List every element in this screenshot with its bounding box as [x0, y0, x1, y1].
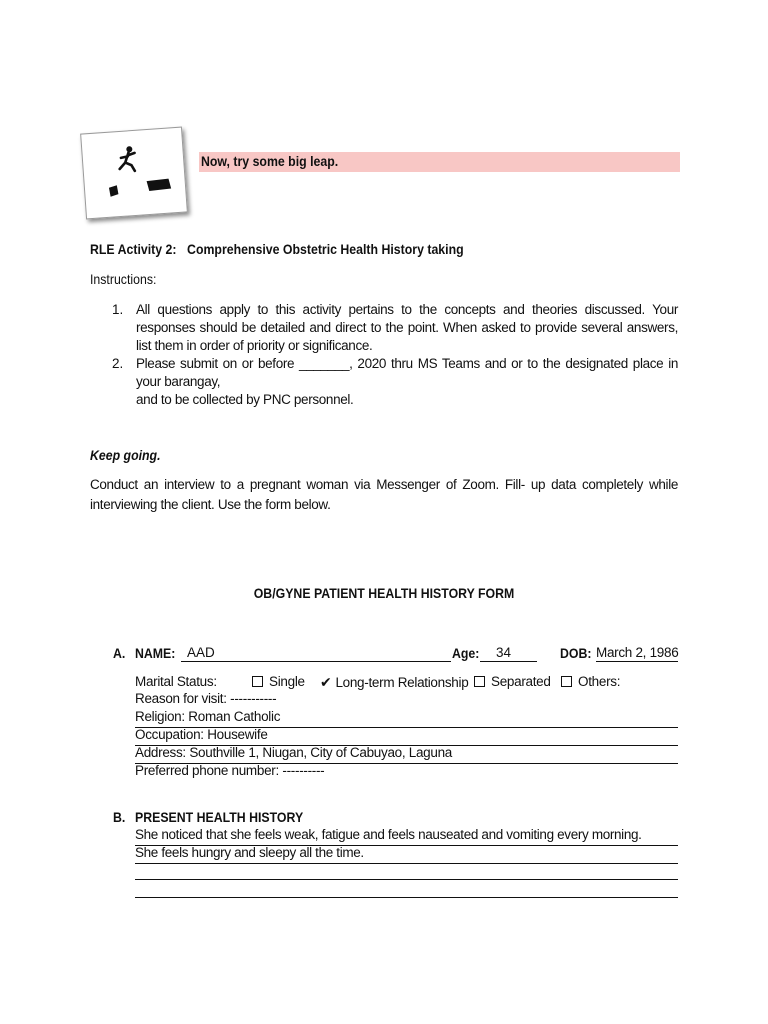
phone-row	[135, 763, 324, 781]
instruction-number: 2.	[112, 356, 124, 371]
separated-checkbox[interactable]	[474, 676, 485, 687]
dob-label: DOB:	[560, 645, 592, 661]
name-label: NAME:	[135, 645, 176, 661]
marital-status-label: Marital Status:	[135, 674, 217, 689]
marital-option-others[interactable]	[561, 674, 620, 689]
age-field	[480, 645, 537, 662]
occupation-label: Occupation:	[135, 727, 204, 742]
history-blank-line-4	[135, 897, 678, 898]
section-b-heading: PRESENT HEALTH HISTORY	[135, 809, 304, 825]
occupation-value: Housewife	[207, 727, 268, 742]
banner-text: Now, try some big leap.	[201, 153, 339, 169]
address-label: Address:	[135, 745, 186, 760]
marital-option-long-term[interactable]	[320, 674, 468, 691]
reason-value: -----------	[230, 691, 277, 706]
name-field	[181, 645, 451, 662]
marital-option-single[interactable]	[252, 674, 305, 689]
phone-label: Preferred phone number:	[135, 763, 279, 778]
occupation-row	[135, 727, 678, 746]
age-value: 34	[496, 645, 512, 660]
instruction-text-continued: and to be collected by PNC personnel.	[136, 392, 354, 407]
activity-image-card	[80, 127, 188, 220]
name-value: AAD	[187, 645, 215, 660]
section-a-letter: A.	[113, 645, 126, 661]
single-checkbox[interactable]	[252, 676, 263, 687]
history-line-1	[135, 827, 678, 846]
address-row	[135, 745, 678, 764]
dob-value: March 2, 1986	[596, 645, 679, 660]
address-value: Southville 1, Niugan, City of Cabuyao, Laguna	[189, 745, 453, 760]
jumping-person-icon	[81, 128, 187, 219]
section-b-letter: B.	[113, 809, 126, 825]
instruction-text: Please submit on or before _______, 2020 thru MS Teams and or to the designated place in your barangay,	[136, 356, 678, 389]
checkmark-icon[interactable]: ✔	[320, 674, 332, 690]
long-term-label: Long-term Relationship	[335, 675, 469, 690]
history-blank-line-3	[135, 879, 678, 880]
history-text-2: She feels hungry and sleepy all the time.	[135, 845, 364, 860]
history-text-1: She noticed that she feels weak, fatigue and feels nauseated and vomiting every morning.	[135, 827, 642, 842]
reason-label: Reason for visit:	[135, 691, 227, 706]
keep-going-paragraph-line-2: interviewing the client. Use the form below.	[90, 497, 331, 512]
others-label: Others:	[578, 674, 621, 689]
instruction-text: All questions apply to this activity pertains to the concepts and theories discussed. Your responses should be detailed and direct to the point. When asked to provide several answers, list them in order of priority or significance.	[136, 302, 678, 353]
instruction-number: 1.	[112, 302, 124, 317]
religion-row	[135, 709, 678, 728]
phone-value: ----------	[282, 763, 325, 778]
activity-title-prefix: RLE Activity 2:	[90, 241, 177, 257]
age-label: Age:	[452, 645, 480, 661]
activity-title-rest: Comprehensive Obstetric Health History taking	[187, 241, 464, 257]
marital-option-separated[interactable]	[474, 674, 551, 689]
religion-label: Religion:	[135, 709, 185, 724]
separated-label: Separated	[491, 674, 551, 689]
instructions-label: Instructions:	[90, 271, 157, 287]
keep-going-paragraph-line-1: Conduct an interview to a pregnant woman via Messenger of Zoom. Fill- up data completely while	[90, 477, 678, 492]
marital-status-row	[135, 674, 680, 692]
others-checkbox[interactable]	[561, 676, 572, 687]
reason-row	[135, 691, 276, 709]
activity-title	[90, 241, 464, 257]
history-line-2	[135, 845, 678, 864]
name-row	[135, 645, 680, 663]
form-title: OB/GYNE PATIENT HEALTH HISTORY FORM	[253, 585, 515, 601]
keep-going-heading: Keep going.	[90, 447, 161, 463]
religion-value: Roman Catholic	[188, 709, 281, 724]
single-label: Single	[269, 674, 305, 689]
